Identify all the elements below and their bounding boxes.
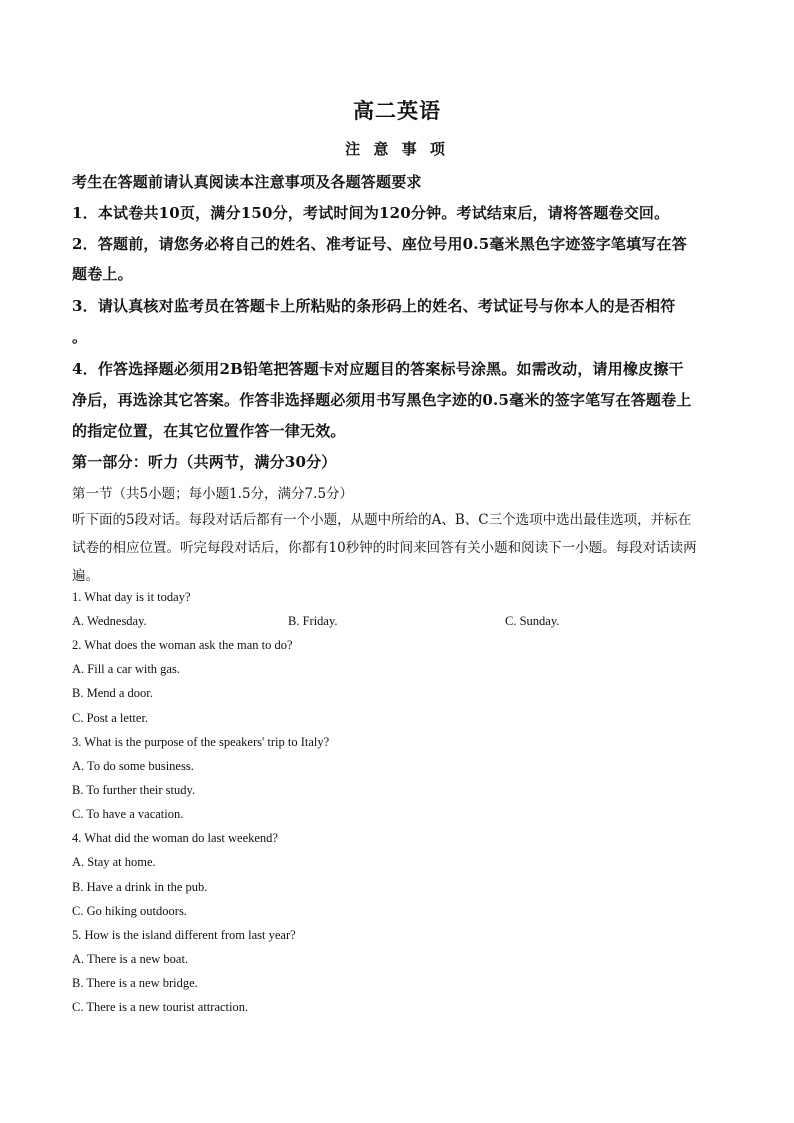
question-stem: 3. What is the purpose of the speakers' trip to Italy? xyxy=(72,735,330,749)
section1-heading: 第一节（共5小题；每小题1.5分，满分7.5分） xyxy=(72,486,354,502)
notice-heading: 注 意 事 项 xyxy=(345,140,449,158)
option-a: A. To do some business. xyxy=(72,759,194,773)
option-b: B. There is a new bridge. xyxy=(72,976,198,990)
notice-line: 1．本试卷共10页，满分150分，考试时间为120分钟。考试结束后，请将答题卷交回。 xyxy=(72,204,670,222)
option-c: C. There is a new tourist attraction. xyxy=(72,1000,249,1014)
notice-line: 。 xyxy=(72,328,88,346)
option-b: B. To further their study. xyxy=(72,783,196,797)
question-stem: 2. What does the woman ask the man to do? xyxy=(72,638,293,652)
notice-line: 2．答题前，请您务必将自己的姓名、准考证号、座位号用0.5毫米黑色字迹签字笔填写在答 xyxy=(72,235,687,253)
part1-heading: 第一部分：听力（共两节，满分30分） xyxy=(72,453,337,471)
option-b: B. Have a drink in the pub. xyxy=(72,880,208,894)
instruction-line: 遍。 xyxy=(72,568,99,584)
option-a: A. Wednesday. xyxy=(72,614,147,628)
instruction-line: 试卷的相应位置。听完每段对话后，你都有10秒钟的时间来回答有关小题和阅读下一小题。每段对话读两 xyxy=(72,540,697,556)
option-a: A. Stay at home. xyxy=(72,855,156,869)
question-stem: 1. What day is it today? xyxy=(72,590,191,604)
option-a: A. There is a new boat. xyxy=(72,952,189,966)
question-stem: 5. How is the island different from last year? xyxy=(72,928,296,942)
notice-intro: 考生在答题前请认真阅读本注意事项及各题答题要求 xyxy=(72,173,422,191)
option-c: C. Go hiking outdoors. xyxy=(72,904,187,918)
notice-line: 净后，再选涂其它答案。作答非选择题必须用书写黑色字迹的0.5毫米的签字笔写在答题卷上 xyxy=(72,391,692,409)
option-c: C. Post a letter. xyxy=(72,711,149,725)
option-b: B. Friday. xyxy=(288,614,338,628)
option-c: C. To have a vacation. xyxy=(72,807,184,821)
notice-line: 的指定位置，在其它位置作答一律无效。 xyxy=(72,422,346,440)
notice-line: 3．请认真核对监考员在答题卡上所粘贴的条形码上的姓名、考试证号与你本人的是否相符 xyxy=(72,297,676,315)
page-title: 高二英语 xyxy=(353,98,441,123)
question-stem: 4. What did the woman do last weekend? xyxy=(72,831,278,845)
instruction-line: 听下面的5段对话。每段对话后都有一个小题，从题中所给的A、B、C三个选项中选出最佳选项，并标在 xyxy=(72,512,692,528)
option-c: C. Sunday. xyxy=(505,614,560,628)
option-b: B. Mend a door. xyxy=(72,686,153,700)
option-a: A. Fill a car with gas. xyxy=(72,662,180,676)
notice-line: 题卷上。 xyxy=(72,265,133,283)
notice-line: 4．作答选择题必须用2B铅笔把答题卡对应题目的答案标号涂黑。如需改动，请用橡皮擦干 xyxy=(72,360,684,378)
